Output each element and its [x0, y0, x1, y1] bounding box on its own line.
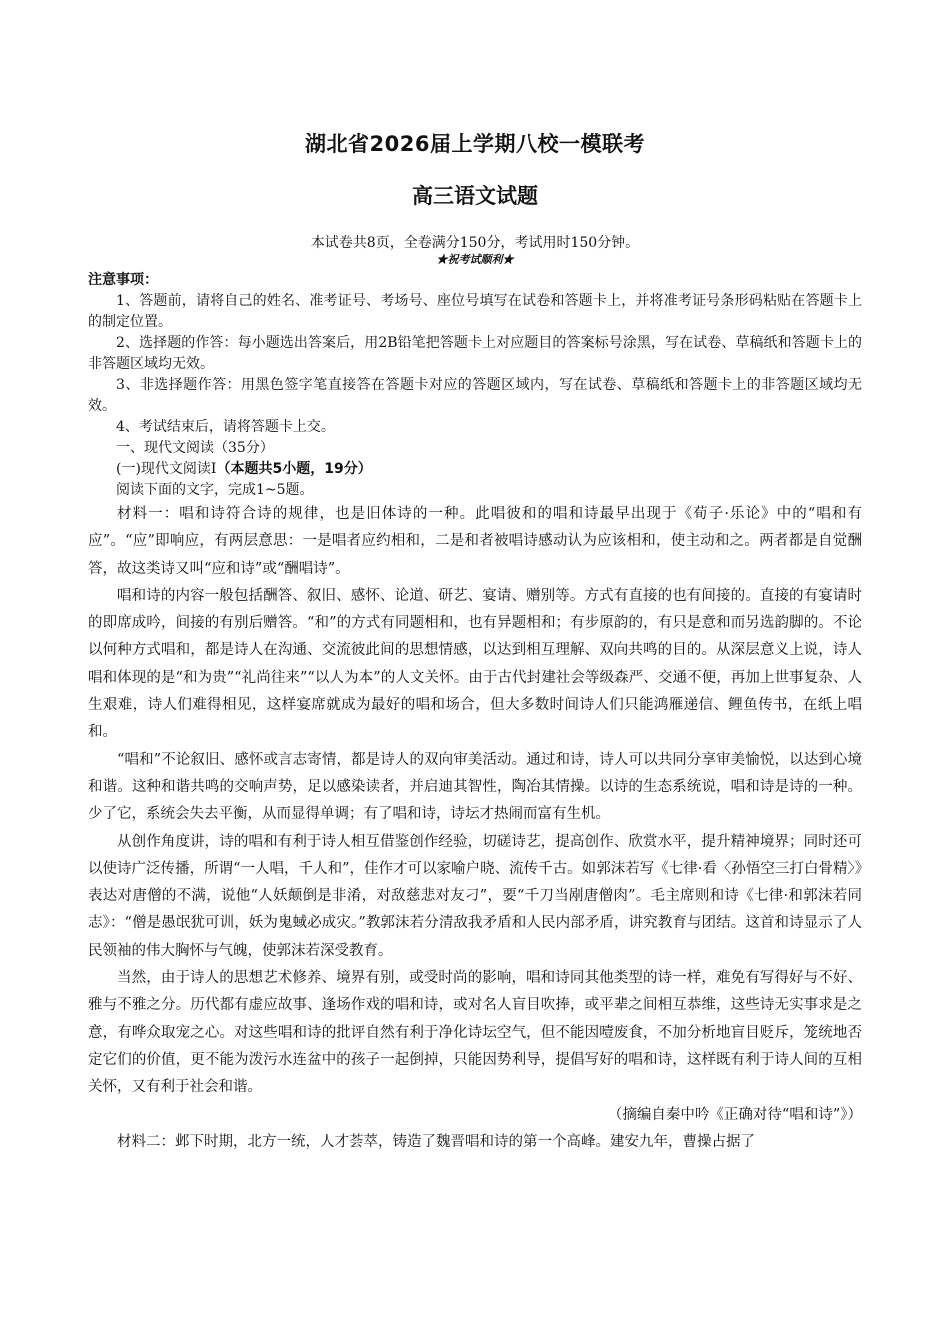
section-heading: 一、现代文阅读（35分） — [116, 440, 274, 456]
material-source: （摘编自秦中吟《正确对待“唱和诗”》） — [607, 1106, 862, 1123]
notice-item: 2、选择题的作答：每小题选出答案后，用2B铅笔把答题卡上对应题目的答案标号涂黑，写在试卷、草稿纸和答题卡上的非答题区域均无效。 — [88, 335, 862, 372]
reading-passage — [88, 501, 862, 1156]
notice-heading: 注意事项： — [88, 272, 158, 288]
subsection-label: (一)现代文阅读Ⅰ — [116, 461, 217, 477]
material-paragraph: 当然，由于诗人的思想艺术修养、境界有别，或受时尚的影响，唱和诗同其他类型的诗一样，难免有写得好与不好、雅与不雅之分。历代都有虚应故事、逢场作戏的唱和诗，或对名人盲目吹捧，或平辈之间相互恭维，这些诗无实事求是之意，有哗众取宠之心。对这些唱和诗的批评自然有利于净化诗坛空气，但不能因噎废食，不加分析地盲目贬斥，笼统地否定它们的价值，更不能为泼污水连盆中的孩子一起倒掉，只能因势利导，提倡写好的唱和诗，这样既有利于诗人间的互相关怀，又有利于社会和谐。 — [88, 970, 862, 1096]
notice-item: 3、非选择题作答：用黑色签字笔直接答在答题卡对应的答题区域内，写在试卷、草稿纸和答题卡上的非答题区域均无效。 — [88, 377, 862, 414]
exam-intro: 本试卷共8页，全卷满分150分，考试用时150分钟。 — [310, 235, 640, 251]
exam-subtitle: 高三语文试题 — [412, 184, 538, 208]
material-paragraph: 材料一：唱和诗符合诗的规律，也是旧体诗的一种。此唱彼和的唱和诗最早出现于《荀子·乐论》中的“唱和有应”。“应”即响应，有两层意思：一是唱者应约相和，二是和者被唱诗感动认为应该相和，使主动和之。两者都是自觉酬答，故这类诗又叫“应和诗”或“酬唱诗”。 — [88, 506, 862, 577]
exam-title: 湖北省2026届上学期八校一模联考 — [305, 132, 645, 156]
subsection-heading — [88, 459, 862, 480]
material-paragraph: “唱和”不论叙旧、感怀或言志寄情，都是诗人的双向审美活动。通过和诗，诗人可以共同分享审美愉悦，以达到心境和谐。这种和谐共鸣的交响声势，足以感染读者，并启迪其智性，陶冶其情操。以诗的生态系统说，唱和诗是诗的一种。少了它，系统会失去平衡，从而显得单调；有了唱和诗，诗坛才热闹而富有生机。 — [88, 751, 862, 823]
material-paragraph: 唱和诗的内容一般包括酬答、叙旧、感怀、论道、研艺、宴请、赠别等。方式有直接的也有间接的。直接的有宴请时的即席成吟，间接的有别后赠答。“和”的方式有同题相和，也有异题相和；有步原韵的，有只是意和而另选韵脚的。不论以何种方式唱和，都是诗人在沟通、交流彼此间的思想情感，以达到相互理解、双向共鸣的目的。从深层意义上说，诗人唱和体现的是“和为贵”“礼尚往来”“以人为本”的人文关怀。由于古代封建社会等级森严、交通不便，再加上世事复杂、人生艰难，诗人们难得相见，这样宴席就成为最好的唱和场合，但大多数时间诗人们只能鸿雁递信、鲤鱼传书，在纸上唱和。 — [88, 587, 862, 741]
notice-item: 4、考试结束后，请将答题卡上交。 — [116, 419, 335, 435]
material2-first-line: 材料二：邺下时期，北方一统，人才荟萃，铸造了魏晋唱和诗的第一个高峰。建安九年，曹操占据了 — [117, 1133, 755, 1150]
good-luck-line: ★祝考试顺利★ — [436, 253, 514, 266]
exam-content — [88, 270, 862, 1156]
subsection-points: （本题共5小题，19分） — [216, 461, 372, 477]
notice-item: 1、答题前，请将自己的姓名、准考证号、考场号、座位号填写在试卷和答题卡上，并将准考证号条形码粘贴在答题卡上的制定位置。 — [88, 293, 862, 330]
reading-instruction: 阅读下面的文字，完成1~5题。 — [116, 482, 314, 498]
material-paragraph: 从创作角度讲，诗的唱和有利于诗人相互借鉴创作经验，切磋诗艺，提高创作、欣赏水平，提升精神境界；同时还可以使诗广泛传播，所谓“一人唱，千人和”，佳作才可以家喻户晓、流传千古。如郭沫若写《七律·看〈孙悟空三打白骨精〉》表达对唐僧的不满，说他“人妖颠倒是非淆，对敌慈悲对友刁”，要“千刀当剐唐僧肉”。毛主席则和诗《七律·和郭沫若同志》：“僧是愚氓犹可训，妖为鬼蜮必成灾。”教郭沫若分清敌我矛盾和人民内部矛盾，讲究教育与团结。这首和诗显示了人民领袖的伟大胸怀与气魄，使郭沫若深受教育。 — [88, 833, 862, 959]
